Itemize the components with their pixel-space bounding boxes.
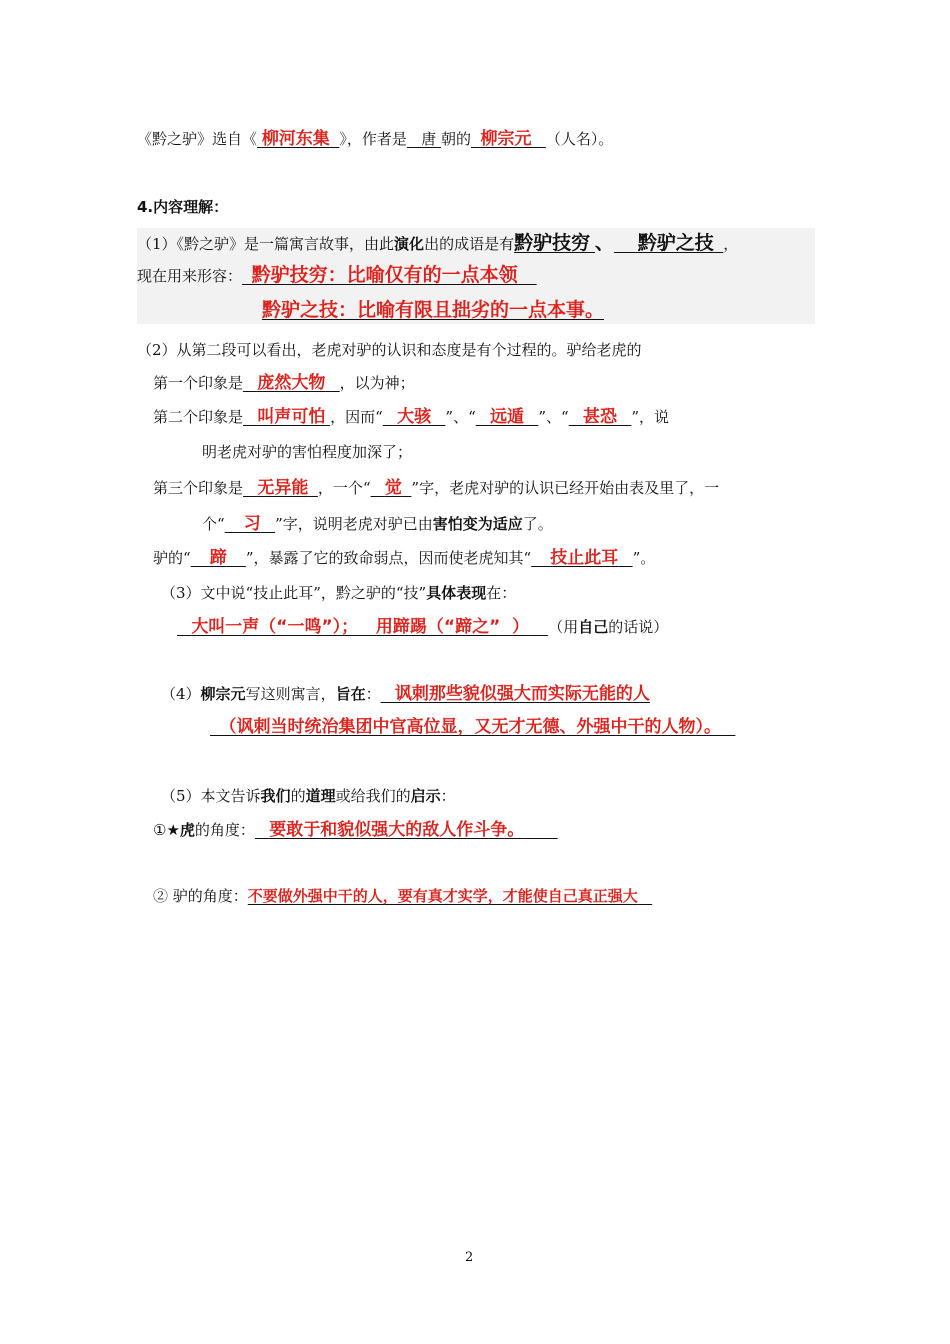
answer-donkey <box>248 887 652 905</box>
answer-text: 蹄 <box>209 548 227 568</box>
text: 在： <box>486 584 517 602</box>
text: 第一个印象是 <box>153 374 244 392</box>
answer-text: 觉 <box>384 478 402 498</box>
text: ，因而“ <box>330 408 383 426</box>
answer-text: 大叫一声（“一鸣”）； 用蹄踢（“蹄之” ） <box>191 617 530 637</box>
q5-question <box>161 789 456 804</box>
bold-text: 具体表现 <box>426 584 487 602</box>
answer-text: 庞然大物 <box>257 373 326 393</box>
source-title: 《黔之驴》 <box>137 130 213 148</box>
bold-text: 虎 <box>179 821 195 839</box>
text: 驴的“ <box>153 549 191 567</box>
answer-text: 不要做外强中干的人，要有真才实学，才能使自己真正强大 <box>247 887 638 905</box>
text: （3）文中说“技止此耳”，黔之驴的“技” <box>161 584 427 602</box>
q2-impression1 <box>153 375 415 392</box>
answer-impression1 <box>243 374 340 392</box>
text: ”、“ <box>538 408 569 426</box>
q2-impression3 <box>153 480 719 497</box>
answer-text: 柳宗元 <box>480 129 532 149</box>
text: 个“ <box>202 515 225 533</box>
answer-text: 技止此耳 <box>550 548 619 568</box>
text: ”字，老虎对驴的认识已经开始由表及里了，一 <box>411 479 720 497</box>
answer-q4-line1 <box>381 685 650 703</box>
answer-text: 无异能 <box>257 478 309 498</box>
text: ，以为神； <box>339 374 415 392</box>
text: 出的成语是有 <box>424 235 515 253</box>
bold-text: 害怕变为适应 <box>432 515 523 533</box>
answer-meaning1 <box>242 264 537 286</box>
text: （人名）。 <box>545 130 614 148</box>
bold-text: 旨在 <box>335 685 366 703</box>
q4-answer-line2 <box>210 719 735 736</box>
answer-idiom1 <box>514 232 595 254</box>
text: ： <box>365 685 381 703</box>
text: 第二个印象是 <box>153 408 244 426</box>
q2-impression2-cont: 明老虎对驴的害怕程度加深了； <box>202 443 413 461</box>
text: ： <box>440 787 456 805</box>
text: 的话说） <box>608 618 669 636</box>
answer-text: 远遁 <box>490 407 525 427</box>
q2-impression2 <box>153 409 669 426</box>
text: 选自《 <box>212 130 258 148</box>
q3-question <box>161 586 516 601</box>
text: （4） <box>161 685 201 703</box>
text: ， <box>723 235 739 253</box>
q5-tiger-angle <box>153 822 558 839</box>
q2-intro: （2）从第二段可以看出，老虎对驴的认识和态度是有个过程的。驴给老虎的 <box>137 341 642 359</box>
answer-idiom2 <box>614 232 723 254</box>
answer-q3 <box>177 618 548 636</box>
answer-w7 <box>531 549 632 567</box>
text: ”。 <box>632 549 656 567</box>
answer-text: 要敢于和貌似强大的敌人作斗争。 <box>269 820 525 840</box>
answer-w5 <box>225 515 275 533</box>
answer-text: 黔驴之技：比喻有限且拙劣的一点本事。 <box>262 299 605 321</box>
star-text: ①★ <box>153 821 180 839</box>
text: 》，作者是 <box>339 130 407 148</box>
text: 写这则寓言， <box>245 685 336 703</box>
source-line <box>137 131 613 148</box>
answer-text: 黔驴之技 <box>637 232 714 254</box>
answer-impression3 <box>243 479 318 497</box>
answer-tiger <box>255 821 558 839</box>
text: 第三个印象是 <box>153 479 244 497</box>
text: ② 驴的角度： <box>153 887 248 905</box>
separator: 、 <box>594 232 614 254</box>
text: ”、“ <box>445 408 476 426</box>
text: 了。 <box>522 515 553 533</box>
answer-text: 黔驴技穷 <box>514 232 591 254</box>
q1-line1 <box>137 234 738 253</box>
bold-text: 我们 <box>260 787 291 805</box>
answer-text: 甚恐 <box>583 407 618 427</box>
text: ，一个“ <box>317 479 371 497</box>
answer-w1 <box>383 408 446 426</box>
bold-text: 柳宗元 <box>200 685 246 703</box>
text: 的 <box>290 787 306 805</box>
answer-text: 叫声可怕 <box>257 407 326 427</box>
bold-text: 自己 <box>578 618 609 636</box>
text: （1）《黔之驴》是一篇寓言故事，由此 <box>137 235 395 253</box>
q1-line3 <box>262 301 604 320</box>
q3-answer-line <box>177 619 668 636</box>
text: ”字，说明老虎对驴已由 <box>275 515 433 533</box>
q2-donkey-hoof <box>153 550 655 567</box>
answer-q4-line2 <box>210 718 735 736</box>
answer-text: （讽刺当时统治集团中官高位显，又无才无德、外强中干的人物）。 <box>219 717 722 737</box>
answer-w3 <box>569 408 632 426</box>
answer-w6 <box>191 549 246 567</box>
answer-dynasty <box>407 130 441 148</box>
answer-meaning2 <box>262 299 605 321</box>
answer-text: 讽刺那些貌似强大而实际无能的人 <box>394 684 650 704</box>
q5-donkey-angle <box>153 889 652 904</box>
answer-w2 <box>476 408 539 426</box>
text: （用 <box>548 618 579 636</box>
text: ”，说 <box>631 408 670 426</box>
q2-impression3-cont <box>202 516 553 533</box>
answer-text: 习 <box>243 514 261 534</box>
section-heading: 4.内容理解： <box>137 198 229 216</box>
q1-line2 <box>137 266 537 285</box>
answer-text: 大骇 <box>397 407 432 427</box>
bold-text: 演化 <box>394 235 425 253</box>
answer-text: 黔驴技穷：比喻仅有的一点本领 <box>251 264 518 286</box>
text: 或给我们的 <box>335 787 411 805</box>
answer-author <box>471 130 546 148</box>
text: 的角度： <box>194 821 255 839</box>
bold-text: 启示 <box>410 787 441 805</box>
text: 朝的 <box>440 130 471 148</box>
answer-book <box>257 130 339 148</box>
q4-question <box>161 686 650 703</box>
text: ”，暴露了它的致命弱点，因而使老虎知其“ <box>245 549 532 567</box>
text: 现在用来形容： <box>137 267 243 285</box>
bold-text: 道理 <box>305 787 336 805</box>
text: （5）本文告诉 <box>161 787 261 805</box>
answer-impression2 <box>243 408 330 426</box>
page-number: 2 <box>465 1250 474 1265</box>
answer-w4 <box>371 479 412 497</box>
answer-text: 唐 <box>421 130 437 148</box>
answer-text: 柳河东集 <box>261 129 330 149</box>
